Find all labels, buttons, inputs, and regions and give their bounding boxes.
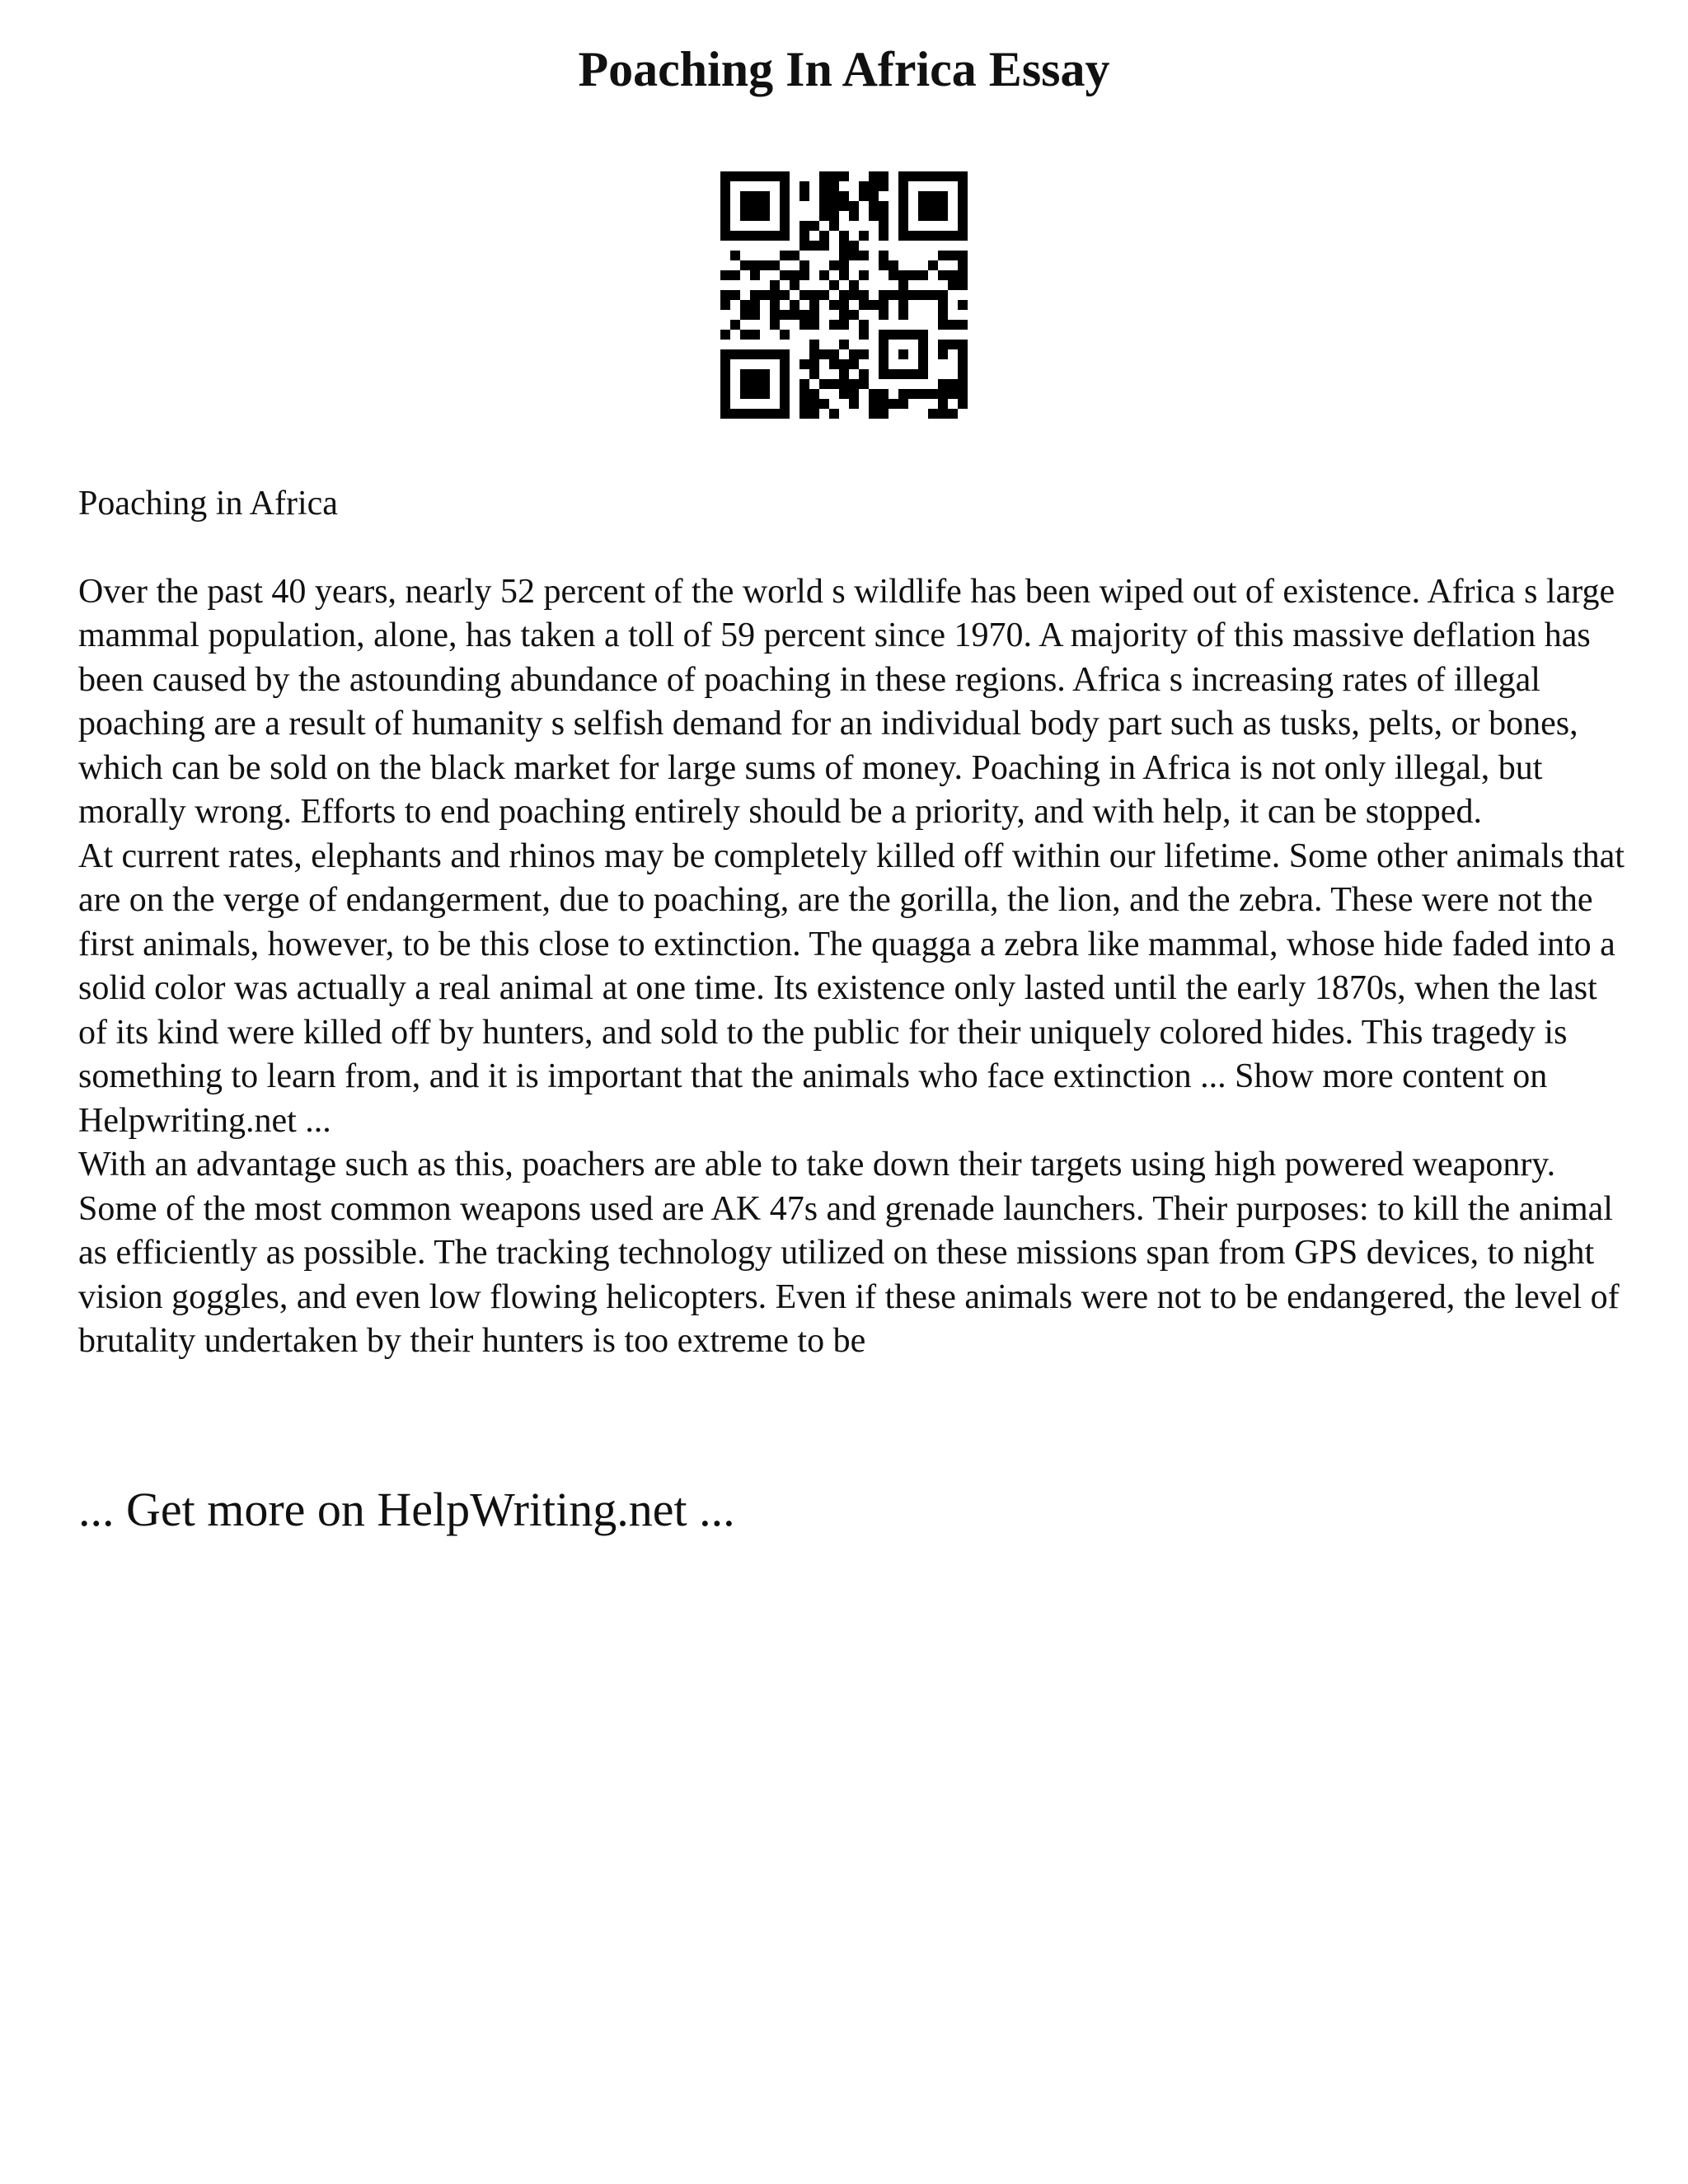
essay-body (78, 482, 1628, 1364)
page-title: Poaching In Africa Essay (578, 42, 1110, 96)
qr-code-graphic (720, 171, 968, 419)
essay-paragraph-3: With an advantage such as this, poachers are able to take down their targets using high powered weaponry. Some of the most common weapons used are AK 47s and grenade launchers. Their purposes: to kill the animal as efficiently as possible. The tracking technology utilized on these missions span from GPS devices, to night vision goggles, and even low flowing helicopters. Even if these animals were not to be endangered, the level of brutality undertaken by their hunters is too extreme to be (78, 1146, 1620, 1360)
qr-code-icon (720, 171, 968, 419)
get-more-link[interactable]: ... Get more on HelpWriting.net ... (78, 1483, 735, 1536)
essay-subheading: Poaching in Africa (78, 485, 338, 523)
essay-paragraph-1: Over the past 40 years, nearly 52 percent of the world s wildlife has been wiped out of existence. Africa s large mammal population, alone, has taken a toll of 59 percent since 1970. A majority of this massive deflation has been caused by the astounding abundance of poaching in these regions. Africa s increasing rates of illegal poaching are a result of humanity s selfish demand for an individual body part such as tusks, pelts, or bones, which can be sold on the black market for large sums of money. Poaching in Africa is not only illegal, but morally wrong. Efforts to end poaching entirely should be a priority, and with help, it can be stopped. (78, 572, 1615, 831)
essay-paragraph-2: At current rates, elephants and rhinos may be completely killed off within our lifetime. Some other animals that are on the verge of endangerment, due to poaching, are the gorilla, the lion, and the zebra. These were not the first animals, however, to be this close to extinction. The quagga a zebra like mammal, whose hide faded into a solid color was actually a real animal at one time. Its existence only lasted until the early 1870s, when the last of its kind were killed off by hunters, and sold to the public for their uniquely colored hides. This tragedy is something to learn from, and it is important that the animals who face extinction ... Show more content on Helpwriting.net ... (78, 837, 1625, 1140)
